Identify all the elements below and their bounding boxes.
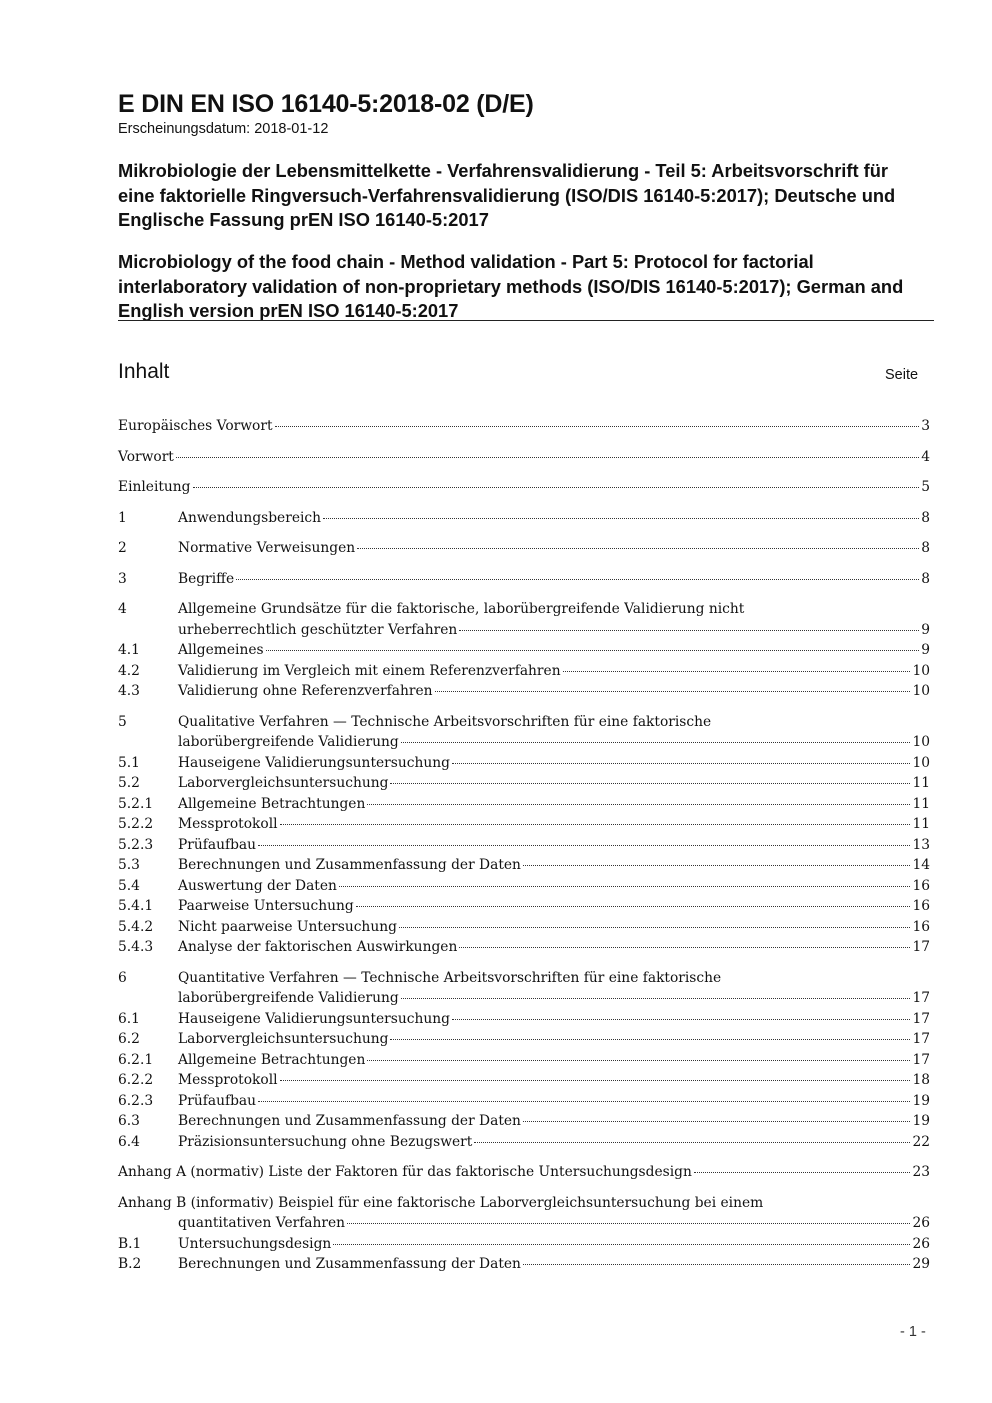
toc-entry-number: 4.3	[118, 683, 140, 699]
toc-dot-leader	[399, 927, 911, 928]
publication-date: Erscheinungsdatum: 2018-01-12	[118, 121, 329, 137]
toc-dot-leader	[323, 518, 919, 519]
toc-page-label: Seite	[885, 367, 919, 383]
toc-entry-title: Berechnungen und Zusammenfassung der Daten	[178, 857, 521, 873]
toc-entry-number: 6.2.3	[118, 1092, 154, 1109]
toc-dot-leader	[176, 457, 919, 458]
toc-entry-page: 10	[912, 683, 930, 699]
toc-entry[interactable]	[118, 1132, 930, 1153]
toc-entry-number: 5	[118, 713, 127, 730]
toc-entry[interactable]	[118, 1254, 930, 1275]
toc-entry[interactable]	[118, 416, 930, 437]
toc-entry-page: 17	[912, 990, 930, 1006]
toc-entry-number: 5.2.3	[118, 836, 154, 853]
toc-entry[interactable]	[118, 1009, 930, 1030]
toc-dot-leader	[452, 763, 911, 764]
toc-entry-number: B.1	[118, 1235, 142, 1252]
toc-dot-leader	[333, 1244, 910, 1245]
toc-dot-leader	[280, 1080, 911, 1081]
toc-dot-leader	[459, 947, 910, 948]
toc-entry-title: Laborvergleichsuntersuchung	[178, 775, 389, 791]
toc-entry-title: Laborvergleichsuntersuchung	[178, 1031, 389, 1047]
toc-dot-leader	[452, 1019, 911, 1020]
toc-entry[interactable]	[118, 712, 930, 753]
toc-dot-leader	[474, 1142, 910, 1143]
toc-entry-page: 11	[912, 816, 930, 832]
toc-entry[interactable]	[118, 538, 930, 559]
toc-entry[interactable]	[118, 1234, 930, 1255]
toc-entry[interactable]	[118, 896, 930, 917]
toc-entry-number: 5.4	[118, 877, 140, 894]
toc-entry-title: Messprotokoll	[178, 1072, 278, 1088]
toc-entry-title: Prüfaufbau	[178, 1092, 257, 1109]
toc-dot-leader	[367, 1060, 910, 1061]
toc-entry[interactable]	[118, 937, 930, 958]
toc-entry-page: 18	[912, 1072, 930, 1088]
toc-dot-leader	[523, 1264, 911, 1265]
toc-entry[interactable]	[118, 1070, 930, 1091]
toc-entry-title: Validierung ohne Referenzverfahren	[178, 683, 433, 699]
title-german: Mikrobiologie der Lebensmittelkette - Verfahrensvalidierung - Teil 5: Arbeitsvorschrift für eine faktorielle Ringversuch-Verfahrensvalidierung (ISO/DIS 16140-5:2017); Deutsche und Englische Fassung prEN ISO 16140-5:2017	[118, 160, 896, 230]
toc-entry-number: 6.2.1	[118, 1051, 154, 1068]
toc-entry-title: Präzisionsuntersuchung ohne Bezugswert	[178, 1133, 473, 1150]
toc-entry-title: Anhang A (normativ) Liste der Faktoren für das faktorische Untersuchungsdesign	[118, 1164, 692, 1180]
toc-entry-title: Vorwort	[118, 448, 174, 465]
toc-entry-page: 23	[912, 1164, 930, 1180]
toc-entry-number: 5.2.1	[118, 795, 154, 812]
toc-entry-title-line: Quantitative Verfahren — Technische Arbeitsvorschriften für eine faktorische	[178, 969, 722, 986]
toc-entry[interactable]	[118, 661, 930, 682]
toc-entry-title: Anwendungsbereich	[178, 509, 322, 526]
toc-entry[interactable]	[118, 508, 930, 529]
toc-entry-page: 4	[921, 448, 930, 465]
toc-entry-page: 19	[912, 1113, 930, 1129]
toc-entry-page: 8	[921, 570, 930, 587]
toc-entry-page: 16	[912, 877, 930, 894]
toc-dot-leader	[459, 630, 919, 631]
toc-dot-leader	[401, 742, 911, 743]
toc-entry-page: 9	[921, 642, 930, 658]
toc-entry-page: 17	[912, 1051, 930, 1068]
toc-entry-number: 1	[118, 509, 127, 526]
toc-entry[interactable]	[118, 917, 930, 938]
toc-entry-title: quantitativen Verfahren	[178, 1215, 346, 1231]
toc-entry-title: Prüfaufbau	[178, 836, 257, 853]
document-id: E DIN EN ISO 16140-5:2018-02 (D/E)	[118, 90, 534, 118]
toc-entry[interactable]	[118, 794, 930, 815]
toc-dot-leader	[347, 1223, 910, 1224]
toc-entry-number: 5.4.1	[118, 898, 154, 914]
toc-entry-page: 3	[921, 418, 930, 434]
toc-entry-page: 17	[912, 1010, 930, 1027]
toc-entry-title-line: Allgemeine Grundsätze für die faktorische, laborübergreifende Validierung nicht	[178, 601, 745, 617]
toc-entry-number: 5.4.2	[118, 918, 154, 935]
toc-entry-title: Einleitung	[118, 479, 191, 495]
toc-entry[interactable]	[118, 1111, 930, 1132]
toc-entry[interactable]	[118, 569, 930, 590]
toc-entry-title: laborübergreifende Validierung	[178, 734, 399, 750]
toc-dot-leader	[523, 865, 911, 866]
toc-entry-number: 6	[118, 969, 127, 986]
toc-entry-page: 11	[912, 775, 930, 791]
toc-entry-title: Europäisches Vorwort	[118, 418, 273, 434]
toc-entry-title: Untersuchungsdesign	[178, 1235, 332, 1252]
toc-entry-title: Messprotokoll	[178, 816, 278, 832]
toc-entry-number: 4	[118, 601, 127, 617]
page-number: - 1 -	[900, 1324, 926, 1340]
toc-entry[interactable]	[118, 814, 930, 835]
toc-entry-title: Auswertung der Daten	[178, 877, 337, 894]
toc-entry-page: 26	[912, 1235, 930, 1252]
toc-entry-title-line: Qualitative Verfahren — Technische Arbeitsvorschriften für eine faktorische	[178, 713, 712, 730]
toc-dot-leader	[266, 650, 920, 651]
toc-entry-number: 5.2.2	[118, 816, 154, 832]
toc-entry[interactable]	[118, 1162, 930, 1183]
toc-entry-number: 4.2	[118, 662, 140, 679]
toc-entry-number: 6.4	[118, 1133, 140, 1150]
toc-entry-page: 26	[912, 1215, 930, 1231]
toc-entry-number: 6.2	[118, 1031, 140, 1047]
toc-entry[interactable]	[118, 1091, 930, 1112]
toc-entry-title: Berechnungen und Zusammenfassung der Daten	[178, 1256, 521, 1272]
toc-entry-number: 4.1	[118, 642, 140, 658]
toc-entry[interactable]	[118, 855, 930, 876]
toc-entry[interactable]	[118, 599, 930, 640]
toc-heading: Inhalt	[118, 360, 170, 383]
toc-entry[interactable]	[118, 447, 930, 468]
toc-dot-leader	[367, 804, 910, 805]
toc-entry-page: 14	[912, 857, 930, 873]
toc-entry[interactable]	[118, 477, 930, 498]
toc-entry[interactable]	[118, 876, 930, 897]
toc-entry-page: 9	[921, 621, 930, 638]
toc-entry-number: 5.1	[118, 754, 140, 771]
toc-dot-leader	[275, 426, 920, 427]
toc-entry[interactable]	[118, 773, 930, 794]
toc-entry-page: 10	[912, 734, 930, 750]
toc-entry[interactable]	[118, 681, 930, 702]
toc-dot-leader	[390, 1039, 910, 1040]
toc-entry-title: Allgemeine Betrachtungen	[178, 795, 366, 812]
toc-entry-number: 5.2	[118, 775, 140, 791]
toc-entry[interactable]	[118, 753, 930, 774]
toc-entry[interactable]	[118, 835, 930, 856]
toc-entry-title: Hauseigene Validierungsuntersuchung	[178, 754, 450, 771]
toc-entry-title: Analyse der faktorischen Auswirkungen	[178, 939, 458, 955]
title-english: Microbiology of the food chain - Method validation - Part 5: Protocol for factorial interlaboratory validation of non-proprietary methods (ISO/DIS 16140-5:2017); German and English version prEN ISO 16140-5:2017	[118, 251, 904, 321]
toc-dot-leader	[694, 1172, 911, 1173]
toc-entry-page: 16	[912, 918, 930, 935]
toc-dot-leader	[236, 579, 919, 580]
toc-entry-page: 5	[921, 479, 930, 495]
toc-entry-number: 6.3	[118, 1113, 140, 1129]
toc-entry[interactable]	[118, 968, 930, 1009]
toc-dot-leader	[435, 691, 911, 692]
toc-entry-number: B.2	[118, 1256, 142, 1272]
toc-entry-number: 2	[118, 540, 127, 556]
toc-entry-page: 16	[912, 898, 930, 914]
toc-dot-leader	[258, 845, 910, 846]
toc-entry[interactable]	[118, 1029, 930, 1050]
toc-dot-leader	[193, 487, 920, 488]
title-divider	[118, 320, 934, 321]
toc-entry-page: 17	[912, 1031, 930, 1047]
toc-entry-number: 6.2.2	[118, 1072, 154, 1088]
toc-entry-title: Validierung im Vergleich mit einem Referenzverfahren	[178, 662, 561, 679]
toc-entry-page: 22	[912, 1133, 930, 1150]
toc-dot-leader	[356, 906, 911, 907]
toc-entry-page: 11	[912, 795, 930, 812]
toc-dot-leader	[339, 886, 911, 887]
toc-entry-number: 6.1	[118, 1010, 140, 1027]
toc-entry-page: 10	[912, 662, 930, 679]
toc-entry-page: 8	[921, 509, 930, 526]
toc-entry-number: 5.4.3	[118, 939, 154, 955]
toc-entry-title: Normative Verweisungen	[178, 540, 356, 556]
toc-entry-page: 13	[912, 836, 930, 853]
toc-entry-title: urheberrechtlich geschützter Verfahren	[178, 621, 458, 638]
toc-entry-title: laborübergreifende Validierung	[178, 990, 399, 1006]
toc-entry-number: 5.3	[118, 857, 140, 873]
toc-entry-title: Begriffe	[178, 570, 235, 587]
toc-entry-page: 19	[912, 1092, 930, 1109]
toc-entry-title-line: Anhang B (informativ) Beispiel für eine faktorische Laborvergleichsuntersuchung bei einem	[118, 1194, 764, 1211]
toc-entry[interactable]	[118, 640, 930, 661]
toc-entry-page: 17	[912, 939, 930, 955]
toc-entry[interactable]	[118, 1193, 930, 1234]
toc-dot-leader	[390, 783, 910, 784]
toc-entry-page: 10	[912, 754, 930, 771]
table-of-contents	[118, 416, 930, 1275]
toc-entry-number: 3	[118, 570, 127, 587]
toc-dot-leader	[523, 1121, 911, 1122]
toc-entry-title: Nicht paarweise Untersuchung	[178, 918, 397, 935]
toc-entry-title: Allgemeines	[178, 642, 264, 658]
toc-entry-title: Paarweise Untersuchung	[178, 898, 354, 914]
toc-entry-page: 8	[921, 540, 930, 556]
toc-entry-title: Allgemeine Betrachtungen	[178, 1051, 366, 1068]
toc-entry-title: Hauseigene Validierungsuntersuchung	[178, 1010, 450, 1027]
toc-dot-leader	[258, 1101, 910, 1102]
toc-dot-leader	[563, 671, 911, 672]
toc-entry[interactable]	[118, 1050, 930, 1071]
toc-entry-page: 29	[912, 1256, 930, 1272]
toc-dot-leader	[357, 548, 919, 549]
toc-dot-leader	[280, 824, 911, 825]
toc-entry-title: Berechnungen und Zusammenfassung der Daten	[178, 1113, 521, 1129]
toc-dot-leader	[401, 998, 911, 999]
